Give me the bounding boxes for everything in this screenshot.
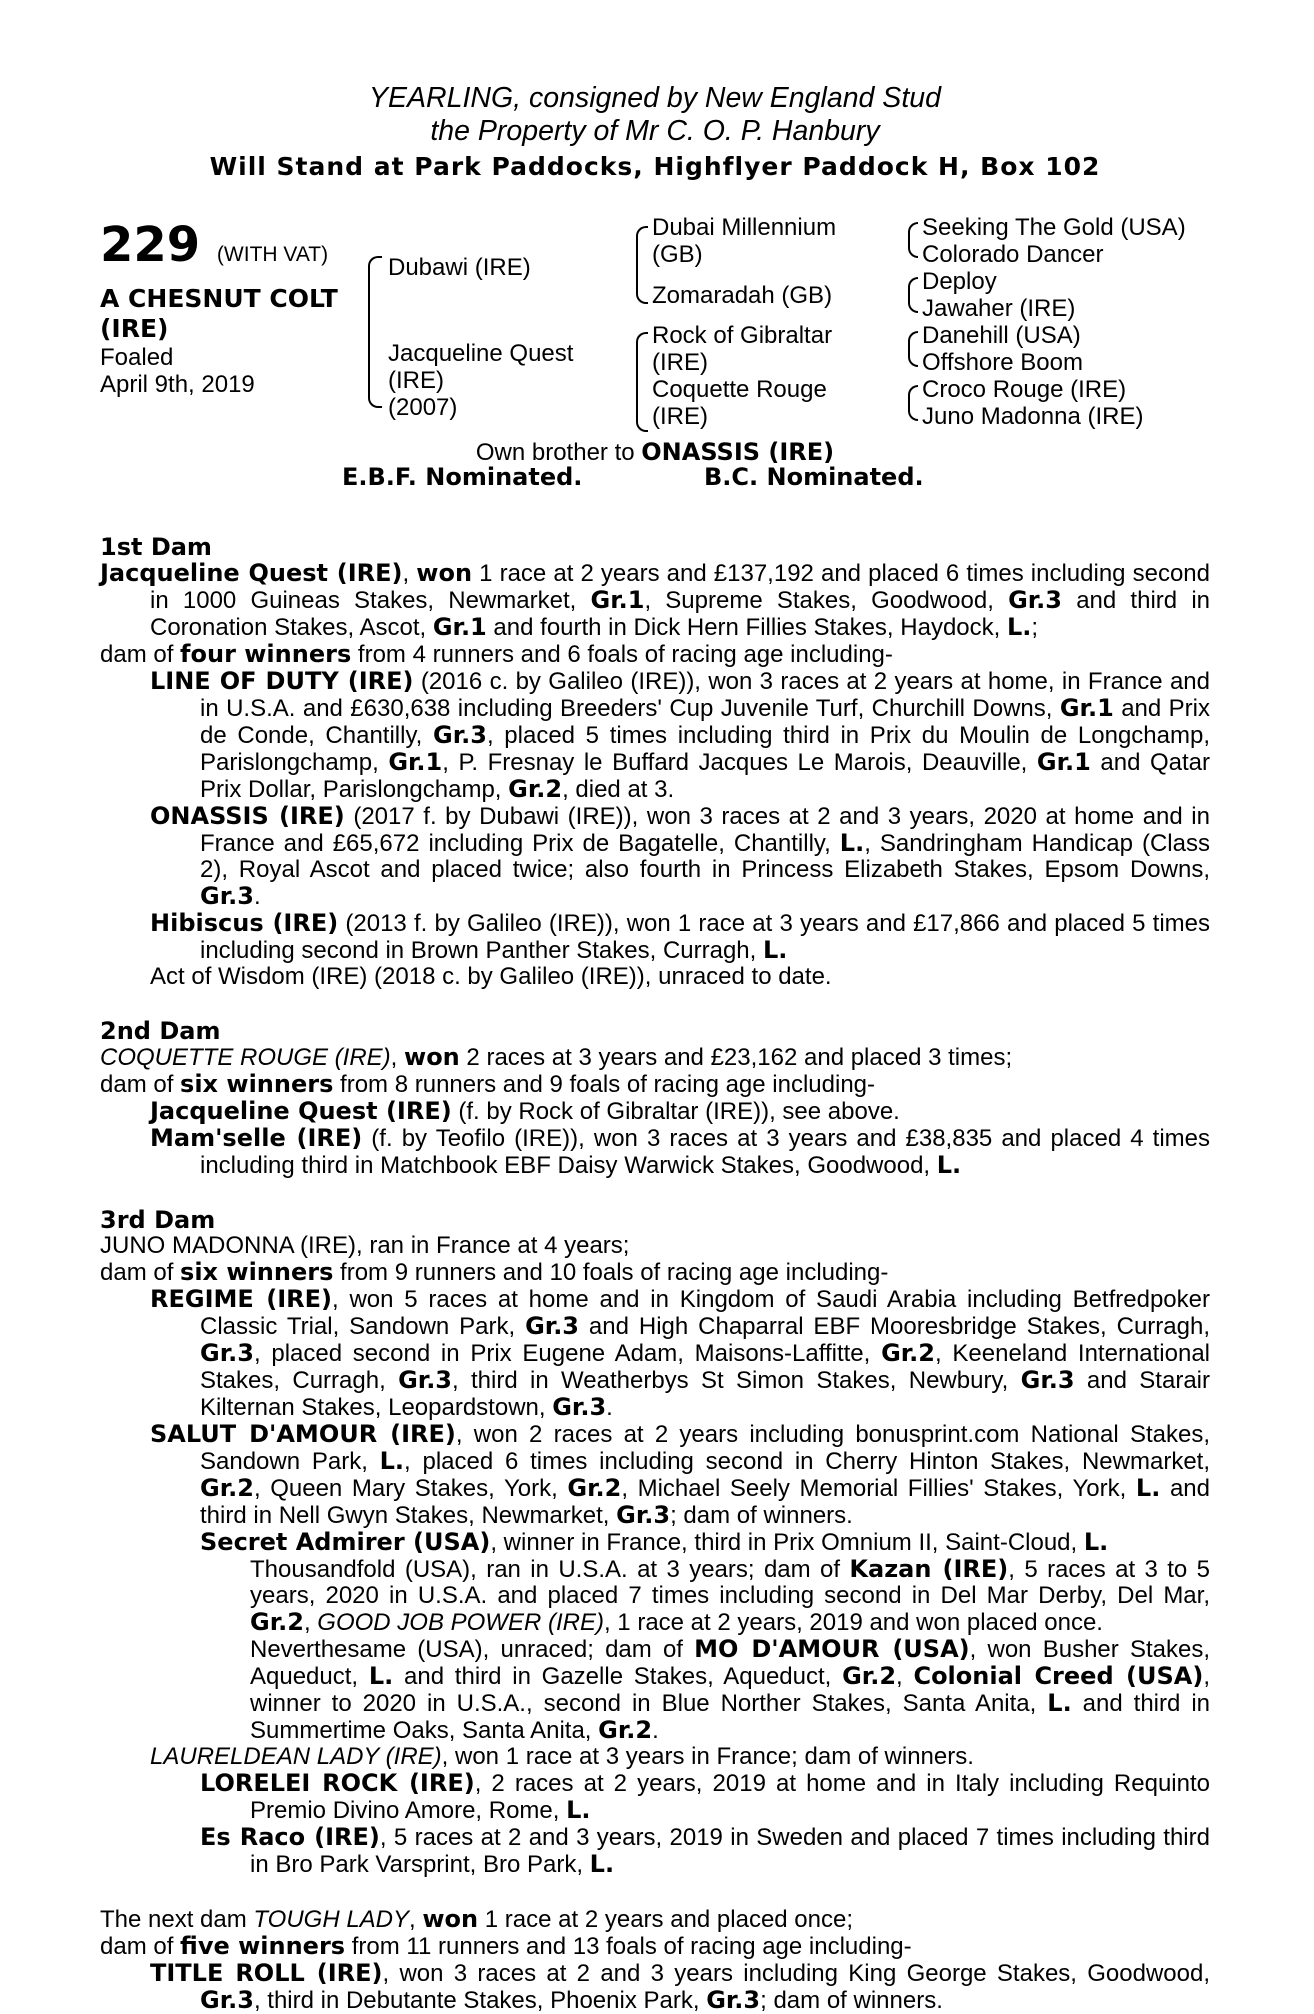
- text-run: (2017 f. by Dubawi (IRE)), won 3 races at 2 and 3 years, 2020 at home and in France and £65,672 including Prix de Bagatelle, Chantilly,: [200, 803, 1210, 857]
- third-dam-section: [100, 1207, 1210, 1878]
- text-run: L.: [566, 1796, 591, 1824]
- text-run: L.: [379, 1447, 405, 1475]
- text-run: and third in Coronation Stakes, Ascot,: [150, 587, 1210, 641]
- sire-name: Dubawi (IRE): [388, 254, 531, 281]
- text-run: TITLE ROLL (IRE): [150, 1959, 383, 1987]
- grand-produce-entry: [100, 1636, 1210, 1744]
- text-run: Neverthesame (USA), unraced; dam of: [250, 1636, 695, 1663]
- text-run: six winners: [180, 1258, 334, 1286]
- sire-parents-bracket: [636, 226, 648, 304]
- first-dam-heading: 1st Dam: [100, 533, 212, 561]
- text-run: L.: [1006, 613, 1032, 641]
- text-run: , P. Fresnay le Buffard Jacques Le Marois, Deauville,: [442, 749, 1037, 776]
- text-run: , Queen Mary Stakes, York,: [253, 1475, 568, 1502]
- text-run: Gr.1: [590, 586, 645, 614]
- text-run: , third in Weatherbys St Simon Stakes, Newbury,: [452, 1367, 1021, 1394]
- text-run: , winner to 2020 in U.S.A., second in Blue Norther Stakes, Santa Anita,: [250, 1663, 1211, 1717]
- first-dam-section: [100, 534, 1210, 990]
- text-run: L.: [936, 1151, 962, 1179]
- text-run: L.: [762, 936, 788, 964]
- text-run: .: [253, 883, 261, 910]
- catalogue-page: [100, 82, 1210, 2014]
- dam-sire: Rock of Gibraltar (IRE): [652, 322, 833, 376]
- text-run: and third in Nell Gwyn Stakes, Newmarket,: [200, 1475, 1210, 1529]
- grand-produce-entry: [100, 1556, 1210, 1636]
- text-run: dam of: [100, 1259, 181, 1286]
- text-run: won: [416, 559, 473, 587]
- text-run: L.: [589, 1850, 615, 1878]
- vat-note: (WITH VAT): [216, 243, 329, 266]
- stabling-line: Will Stand at Park Paddocks, Highflyer Paddock H, Box 102: [209, 152, 1101, 181]
- text-run: Gr.2: [250, 1608, 304, 1636]
- foaled-label: Foaled: [100, 344, 174, 371]
- text-run: Gr.3: [706, 1986, 761, 2014]
- text-run: ,: [409, 1906, 423, 1933]
- own-brother-line: Own brother to ONASSIS (IRE): [475, 438, 835, 466]
- second-dam-heading: 2nd Dam: [100, 1017, 221, 1045]
- text-run: , won Busher Stakes, Aqueduct,: [250, 1636, 1210, 1690]
- lot-number: 229 (WITH VAT): [100, 217, 329, 273]
- text-run: MO D'AMOUR (USA): [694, 1635, 970, 1663]
- third-dam-produce-summary: [100, 1259, 1210, 1286]
- text-run: Gr.2: [508, 775, 563, 803]
- text-run: Gr.3: [552, 1393, 607, 1421]
- text-run: Kazan (IRE): [849, 1555, 1009, 1583]
- gp-bracket-1: [908, 222, 918, 258]
- text-run: , won 5 races at home and in Kingdom of Saudi Arabia including Betfredpoker Classic Trial, Sandown Park,: [200, 1286, 1210, 1340]
- text-run: won: [404, 1043, 460, 1071]
- text-run: Es Raco (IRE): [200, 1823, 380, 1851]
- text-run: , won 2 races at 2 years including bonusprint.com National Stakes, Sandown Park,: [200, 1421, 1210, 1475]
- produce-entry: [100, 668, 1210, 803]
- text-run: 1 race at 2 years and £137,192 and placed 6 times including second in 1000 Guineas Stakes, Newmarket,: [150, 560, 1210, 614]
- text-run: .: [606, 1394, 613, 1421]
- brother-name: ONASSIS (IRE): [641, 438, 835, 466]
- text-run: Gr.3: [398, 1366, 453, 1394]
- text-run: Jacqueline Quest (IRE): [100, 559, 403, 587]
- text-run: (f. by Teofilo (IRE)), won 3 races at 3 years and £38,835 and placed 4 times including third in Matchbook EBF Daisy Warwick Stakes, Goodwood,: [200, 1125, 1210, 1179]
- third-dam-record: [100, 1233, 1210, 1259]
- next-dam-produce-summary: [100, 1933, 1210, 1960]
- text-run: LINE OF DUTY (IRE): [150, 667, 414, 695]
- bc-nominated: B.C. Nominated.: [704, 463, 924, 491]
- text-run: Mam'selle (IRE): [150, 1124, 363, 1152]
- text-run: from 4 runners and 6 foals of racing age including-: [351, 641, 893, 668]
- text-run: ,: [896, 1663, 914, 1690]
- text-run: and third in Gazelle Stakes, Aqueduct,: [393, 1663, 843, 1690]
- grand-produce-entry: [100, 1770, 1210, 1824]
- second-dam-section: [100, 1018, 1210, 1179]
- text-run: GOOD JOB POWER (IRE): [317, 1609, 604, 1636]
- text-run: L.: [368, 1662, 394, 1690]
- text-run: Thousandfold (USA), ran in U.S.A. at 3 years; dam of: [250, 1556, 850, 1583]
- sire-dam: Zomaradah (GB): [652, 282, 833, 309]
- produce-entry: [100, 803, 1210, 910]
- produce-entry: [100, 1125, 1210, 1179]
- text-run: dam of: [100, 1933, 181, 1960]
- first-dam-produce-summary: [100, 641, 1210, 668]
- next-dam-section: [100, 1906, 1210, 2014]
- dam-dam: Coquette Rouge (IRE): [652, 376, 827, 430]
- text-run: Secret Admirer (USA): [200, 1528, 491, 1556]
- text-run: from 11 runners and 13 foals of racing age including-: [345, 1933, 912, 1960]
- text-run: four winners: [180, 640, 352, 668]
- gp-bracket-4: [908, 385, 918, 421]
- text-run: , Supreme Stakes, Goodwood,: [644, 587, 1009, 614]
- text-run: ,: [402, 560, 417, 587]
- text-run: and High Chaparral EBF Mooresbridge Stakes, Curragh,: [579, 1313, 1210, 1340]
- text-run: dam of: [100, 641, 181, 668]
- text-run: L.: [1135, 1474, 1161, 1502]
- text-run: ONASSIS (IRE): [150, 802, 345, 830]
- text-run: , won 3 races at 2 and 3 years including King George Stakes, Goodwood,: [382, 1960, 1211, 1987]
- text-run: Gr.3: [200, 1986, 254, 2014]
- text-run: won: [422, 1905, 479, 1933]
- text-run: .: [652, 1717, 659, 1744]
- owner-line: the Property of Mr C. O. P. Hanbury: [430, 115, 880, 147]
- grand-produce-entry: [100, 1529, 1210, 1556]
- text-run: 2 races at 3 years and £23,162 and placed 3 times;: [459, 1044, 1013, 1071]
- text-run: Gr.3: [1008, 586, 1062, 614]
- text-run: TOUGH LADY: [253, 1906, 410, 1933]
- pedigree-block: [100, 214, 1210, 514]
- produce-entry: [100, 910, 1210, 964]
- text-run: Act of Wisdom (IRE) (2018 c. by Galileo (IRE)), unraced to date.: [150, 963, 832, 990]
- text-run: and Prix de Conde, Chantilly,: [200, 695, 1210, 749]
- dam-parents-bracket: [636, 332, 648, 432]
- text-run: , won 1 race at 3 years in France; dam of winners.: [441, 1743, 974, 1770]
- text-run: LAURELDEAN LADY (IRE): [150, 1743, 442, 1770]
- text-run: , third in Debutante Stakes, Phoenix Park,: [253, 1987, 707, 2014]
- text-run: REGIME (IRE): [150, 1285, 332, 1313]
- text-run: Gr.1: [432, 613, 487, 641]
- text-run: six winners: [180, 1070, 334, 1098]
- text-run: Jacqueline Quest (IRE): [150, 1097, 452, 1125]
- text-run: Gr.3: [616, 1501, 671, 1529]
- lot-description-country: (IRE): [100, 314, 169, 343]
- consignor-line: YEARLING, consigned by New England Stud: [369, 82, 941, 114]
- text-run: LORELEI ROCK (IRE): [200, 1769, 475, 1797]
- produce-entry: [100, 1098, 1210, 1125]
- text-run: , 5 races at 3 to 5 years, 2020 in U.S.A. and placed 7 times including second in Del Mar Derby, Del Mar,: [250, 1556, 1211, 1609]
- text-run: and fourth in Dick Hern Fillies Stakes, Haydock,: [486, 614, 1007, 641]
- great-grandparents: Seeking The Gold (USA) Colorado Dancer Deploy Jawaher (IRE) Danehill (USA) Offshore Boom Croco Rouge (IRE) Juno Madonna (IRE): [922, 214, 1186, 430]
- foaled-date: April 9th, 2019: [100, 371, 255, 398]
- text-run: L.: [839, 829, 865, 857]
- text-run: Gr.2: [842, 1662, 897, 1690]
- text-run: Gr.2: [200, 1474, 254, 1502]
- gp-bracket-2: [908, 277, 918, 313]
- text-run: L.: [1047, 1689, 1072, 1717]
- text-run: Gr.2: [881, 1339, 935, 1367]
- text-run: Gr.3: [525, 1312, 580, 1340]
- text-run: , 1 race at 2 years, 2019 and won placed once.: [603, 1609, 1103, 1636]
- second-dam-produce-summary: [100, 1071, 1210, 1098]
- text-run: Gr.1: [388, 748, 443, 776]
- text-run: , Keeneland International Stakes, Curragh,: [200, 1340, 1211, 1394]
- ebf-nominated: E.B.F. Nominated.: [342, 463, 583, 491]
- text-run: , placed 6 times including second in Cherry Hinton Stakes, Newmarket,: [404, 1448, 1210, 1475]
- lot-description: A CHESNUT COLT: [100, 284, 338, 313]
- text-run: JUNO MADONNA (IRE), ran in France at 4 years;: [100, 1232, 630, 1259]
- text-run: and Starair Kilternan Stakes, Leopardstown,: [200, 1367, 1210, 1421]
- produce-entry: [100, 1421, 1210, 1529]
- text-run: , Michael Seely Memorial Fillies' Stakes, York,: [621, 1475, 1136, 1502]
- text-run: , placed second in Prix Eugene Adam, Maisons-Laffitte,: [253, 1340, 882, 1367]
- text-run: ;: [1031, 614, 1039, 641]
- text-run: and Qatar Prix Dollar, Parislongchamp,: [200, 749, 1211, 803]
- text-run: Colonial Creed (USA): [913, 1662, 1204, 1690]
- text-run: Gr.2: [567, 1474, 622, 1502]
- text-run: COQUETTE ROUGE (IRE): [100, 1044, 391, 1071]
- text-run: and third in Summertime Oaks, Santa Anita,: [250, 1690, 1210, 1744]
- sire-sire: Dubai Millennium (GB): [652, 214, 837, 268]
- text-run: Gr.1: [1036, 748, 1091, 776]
- text-run: from 8 runners and 9 foals of racing age including-: [333, 1071, 876, 1098]
- text-run: five winners: [180, 1932, 346, 1960]
- grand-produce-entry: [100, 1824, 1210, 1878]
- text-run: Hibiscus (IRE): [150, 909, 339, 937]
- text-run: , 5 races at 2 and 3 years, 2019 in Sweden and placed 7 times including third in Bro Park Varsprint, Bro Park,: [250, 1824, 1210, 1878]
- first-dam-record: [100, 560, 1210, 641]
- produce-entry: [100, 1286, 1210, 1421]
- sire-dam-bracket: [368, 256, 382, 408]
- dam-name: Jacqueline Quest (IRE) (2007): [388, 340, 574, 421]
- produce-entry: [100, 1744, 1210, 1770]
- text-run: Gr.2: [598, 1716, 653, 1744]
- text-run: dam of: [100, 1071, 181, 1098]
- lot-info: [100, 217, 360, 398]
- produce-entry: [100, 1960, 1210, 2014]
- gp-bracket-3: [908, 331, 918, 367]
- text-run: (2016 c. by Galileo (IRE)), won 3 races at 2 years at home, in France and in U.S.A. and £630,638 including Breeders' Cup Juvenile Turf, Churchill Downs,: [200, 668, 1210, 722]
- text-run: ; dam of winners.: [760, 1987, 943, 2014]
- text-run: (2013 f. by Galileo (IRE)), won 1 race at 3 years and £17,866 and placed 5 times including second in Brown Panther Stakes, Curragh,: [200, 910, 1210, 964]
- text-run: Gr.3: [433, 721, 487, 749]
- text-run: SALUT D'AMOUR (IRE): [150, 1420, 456, 1448]
- text-run: ; dam of winners.: [670, 1502, 853, 1529]
- text-run: from 9 runners and 10 foals of racing age including-: [333, 1259, 889, 1286]
- text-run: Gr.3: [1020, 1366, 1075, 1394]
- text-run: , 2 races at 2 years, 2019 at home and in Italy including Requinto Premio Divino Amore, Rome,: [250, 1770, 1210, 1824]
- third-dam-heading: 3rd Dam: [100, 1206, 216, 1234]
- text-run: , winner in France, third in Prix Omnium II, Saint-Cloud,: [490, 1529, 1084, 1556]
- text-run: , died at 3.: [562, 776, 675, 803]
- text-run: The next dam: [100, 1906, 254, 1933]
- text-run: Gr.3: [200, 882, 254, 910]
- produce-entry: [100, 964, 1210, 990]
- text-run: Gr.1: [1059, 694, 1114, 722]
- next-dam-record: [100, 1906, 1210, 1933]
- text-run: , Sandringham Handicap (Class 2), Royal Ascot and placed twice; also fourth in Princess Elizabeth Stakes, Epsom Downs,: [200, 830, 1210, 883]
- text-run: ,: [303, 1609, 318, 1636]
- text-run: (f. by Rock of Gibraltar (IRE)), see above.: [451, 1098, 900, 1125]
- text-run: ,: [390, 1044, 405, 1071]
- second-dam-record: [100, 1044, 1210, 1071]
- text-run: , placed 5 times including third in Prix du Moulin de Longchamp, Parislongchamp,: [200, 722, 1210, 776]
- text-run: Gr.3: [200, 1339, 254, 1367]
- text-run: 1 race at 2 years and placed once;: [478, 1906, 854, 1933]
- text-run: L.: [1083, 1528, 1109, 1556]
